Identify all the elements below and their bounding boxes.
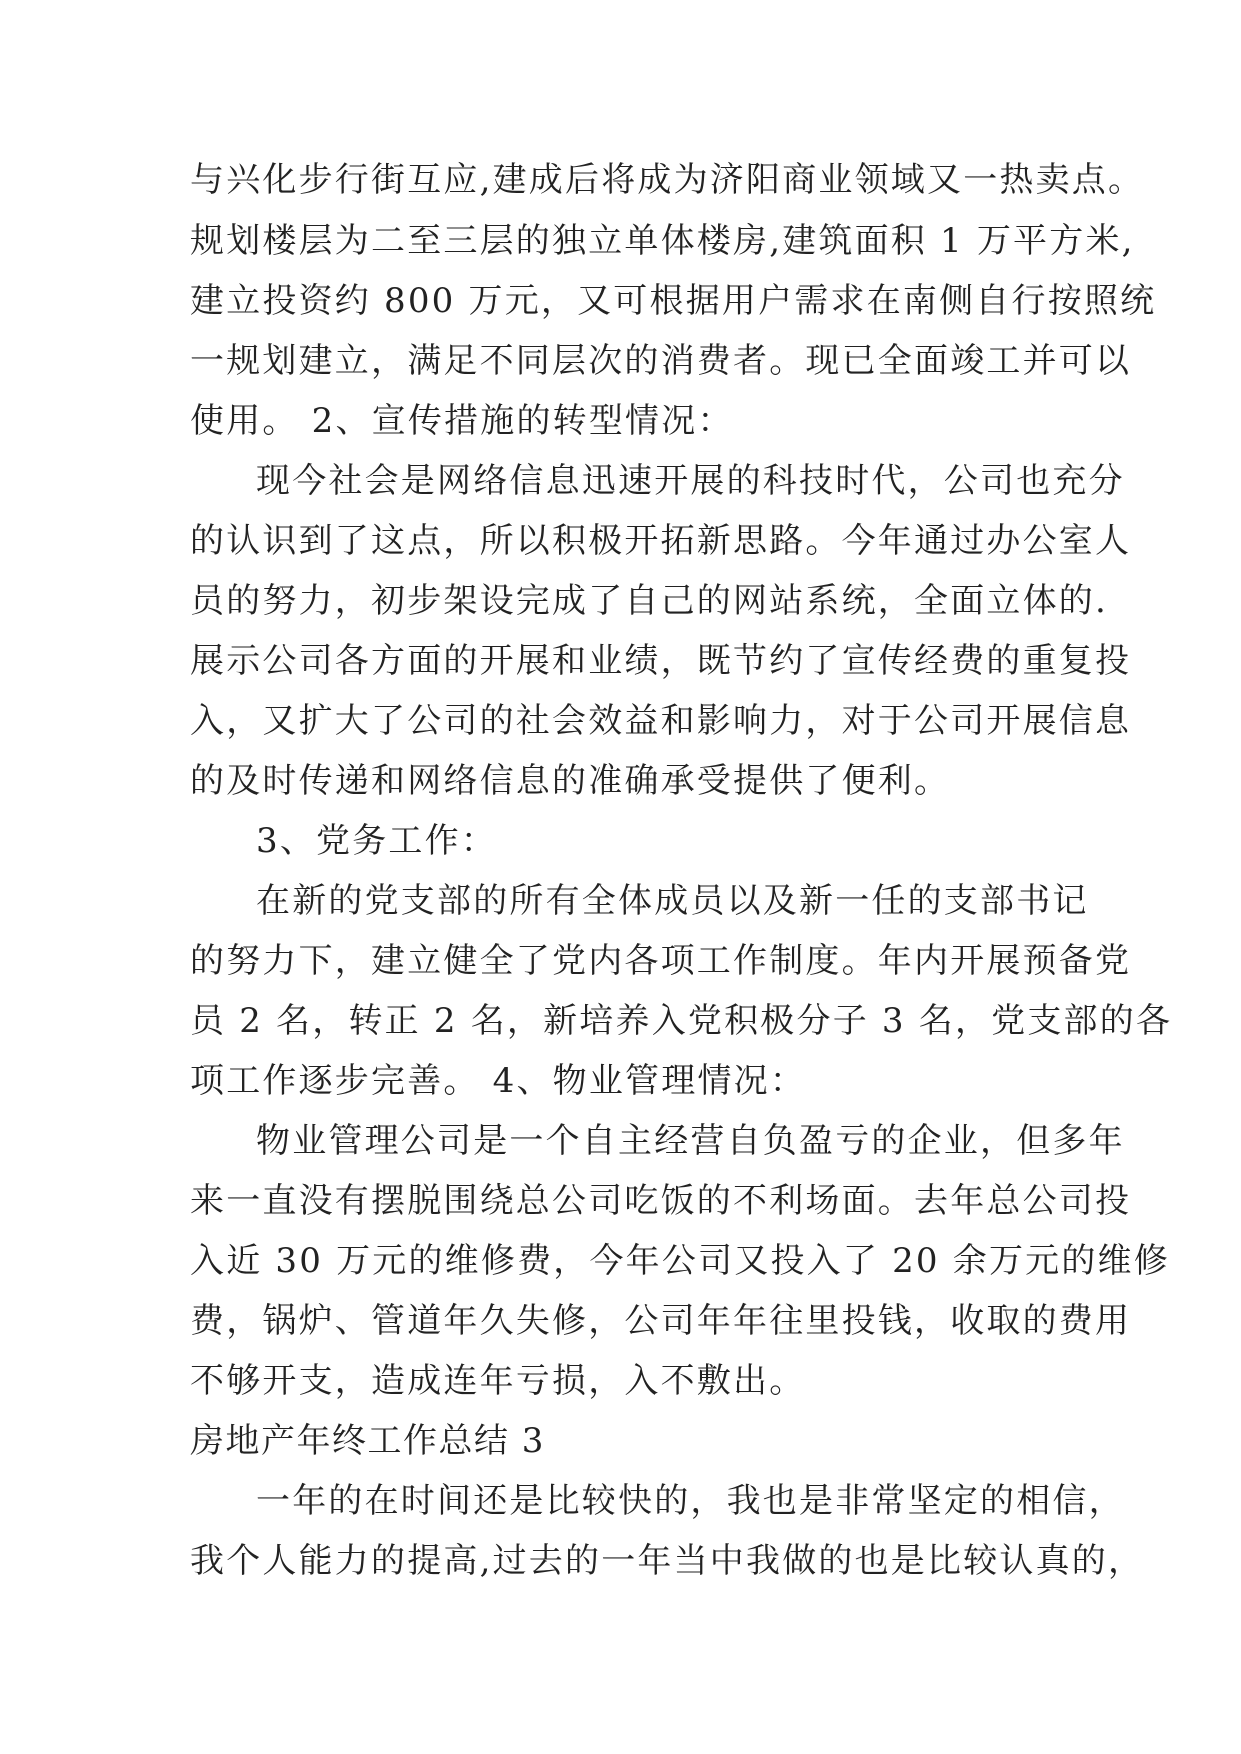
text-line: 与兴化步行街互应,建成后将成为济阳商业领域又一热卖点。 xyxy=(190,160,1145,200)
text-line: 的努力下，建立健全了党内各项工作制度。年内开展预备党 xyxy=(190,941,1132,981)
text-line: 员的努力，初步架设完成了自己的网站系统，全面立体的. xyxy=(190,581,1109,621)
text-line: 不够开支，造成连年亏损，入不敷出。 xyxy=(190,1361,806,1401)
text-line: 入近 30 万元的维修费，今年公司又投入了 20 余万元的维修 xyxy=(190,1241,1170,1281)
text-line: 入，又扩大了公司的社会效益和影响力，对于公司开展信息 xyxy=(190,701,1132,741)
text-line: 使用。 2、宣传措施的转型情况： xyxy=(190,401,734,441)
section-heading: 3、党务工作： xyxy=(256,821,498,861)
text-line: 展示公司各方面的开展和业绩，既节约了宣传经费的重复投 xyxy=(190,641,1132,681)
document-title: 房地产年终工作总结 3 xyxy=(190,1421,545,1461)
text-line: 的及时传递和网络信息的准确承受提供了便利。 xyxy=(190,761,951,801)
text-line: 我个人能力的提高,过去的一年当中我做的也是比较认真的， xyxy=(190,1541,1145,1581)
text-line: 的认识到了这点，所以积极开拓新思路。今年通过办公室人 xyxy=(190,521,1132,561)
paragraph-first-line: 一年的在时间还是比较快的，我也是非常坚定的相信， xyxy=(256,1481,1125,1521)
text-line: 一规划建立，满足不同层次的消费者。现已全面竣工并可以 xyxy=(190,341,1132,381)
text-line: 规划楼层为二至三层的独立单体楼房,建筑面积 1 万平方米, xyxy=(190,221,1135,261)
paragraph-first-line: 物业管理公司是一个自主经营自负盈亏的企业，但多年 xyxy=(256,1121,1125,1161)
paragraph-first-line: 现今社会是网络信息迅速开展的科技时代，公司也充分 xyxy=(256,461,1125,501)
paragraph-first-line: 在新的党支部的所有全体成员以及新一任的支部书记 xyxy=(256,881,1089,921)
text-line: 员 2 名，转正 2 名，新培养入党积极分子 3 名，党支部的各 xyxy=(190,1001,1173,1041)
text-line: 费，锅炉、管道年久失修，公司年年往里投钱，收取的费用 xyxy=(190,1301,1132,1341)
text-line: 建立投资约 800 万元，又可根据用户需求在南侧自行按照统 xyxy=(190,281,1157,321)
text-line: 来一直没有摆脱围绕总公司吃饭的不利场面。去年总公司投 xyxy=(190,1181,1132,1221)
text-line: 项工作逐步完善。 4、物业管理情况： xyxy=(190,1061,807,1101)
